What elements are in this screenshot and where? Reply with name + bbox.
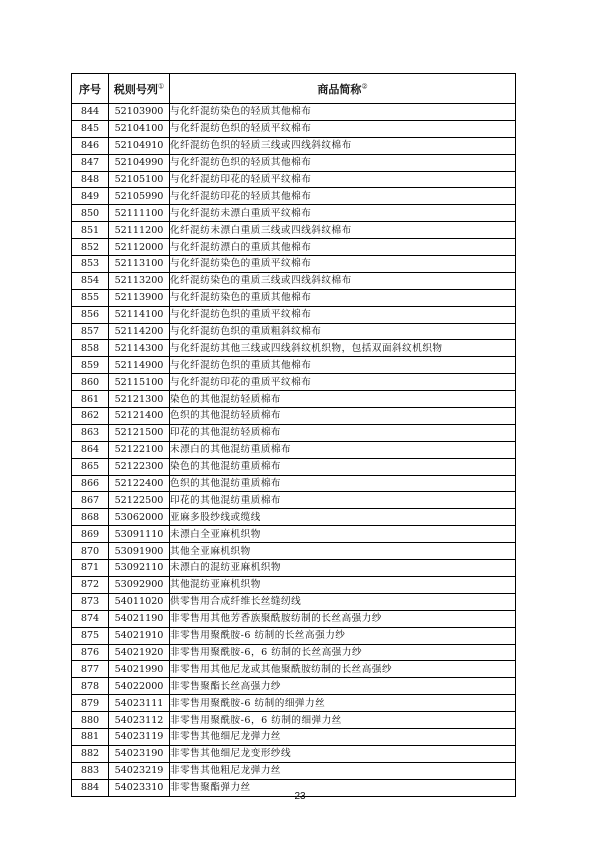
row-product-name: 与化纤混纺印花的轻质其他棉布 [170,188,516,205]
row-product-name: 印花的其他混纺重质棉布 [170,492,516,509]
table-row [72,712,516,729]
tariff-table [71,73,516,797]
row-seq: 883 [72,762,109,779]
footnote-marker-1: ① [157,81,165,90]
row-tariff-code: 53062000 [109,509,170,526]
row-seq: 864 [72,441,109,458]
row-seq: 881 [72,728,109,745]
row-product-name: 印花的其他混纺轻质棉布 [170,424,516,441]
table-row [72,306,516,323]
row-tariff-code: 54023310 [109,779,170,796]
row-seq: 872 [72,576,109,593]
table-header [72,74,516,104]
table-row [72,475,516,492]
row-tariff-code: 52111200 [109,222,170,239]
row-product-name: 染色的其他混纺重质棉布 [170,458,516,475]
row-product-name: 与化纤混纺色织的重质平纹棉布 [170,306,516,323]
header-name-label: 商品简称 [317,82,362,96]
row-tariff-code: 52122400 [109,475,170,492]
row-seq: 854 [72,272,109,289]
table-row [72,391,516,408]
row-seq: 849 [72,188,109,205]
row-product-name: 未漂白全亚麻机织物 [170,526,516,543]
row-product-name: 与化纤混纺色织的轻质平纹棉布 [170,120,516,137]
row-seq: 867 [72,492,109,509]
row-product-name: 其他混纺亚麻机织物 [170,576,516,593]
row-product-name: 与化纤混纺未漂白重质平纹棉布 [170,205,516,222]
table-row [72,576,516,593]
table-row [72,256,516,273]
table-row [72,137,516,154]
table-row [72,272,516,289]
row-tariff-code: 52111100 [109,205,170,222]
row-product-name: 非零售其他细尼龙变形纱线 [170,745,516,762]
row-seq: 856 [72,306,109,323]
row-tariff-code: 54023190 [109,745,170,762]
row-tariff-code: 52121300 [109,391,170,408]
row-product-name: 非零售用其他芳香族聚酰胺纺制的长丝高强力纱 [170,610,516,627]
row-tariff-code: 52114300 [109,340,170,357]
row-seq: 866 [72,475,109,492]
row-tariff-code: 53091110 [109,526,170,543]
row-seq: 870 [72,543,109,560]
table-row [72,678,516,695]
table-row [72,745,516,762]
table-row [72,154,516,171]
row-product-name: 非零售其他细尼龙弹力丝 [170,728,516,745]
header-seq: 序号 [72,74,109,104]
row-tariff-code: 54023111 [109,695,170,712]
table-row [72,340,516,357]
row-product-name: 与化纤混纺印花的重质平纹棉布 [170,374,516,391]
row-tariff-code: 52104910 [109,137,170,154]
row-product-name: 与化纤混纺其他三线或四线斜纹机织物，包括双面斜纹机织物 [170,340,516,357]
row-tariff-code: 52114100 [109,306,170,323]
table-row [72,728,516,745]
row-seq: 871 [72,560,109,577]
row-tariff-code: 53092900 [109,576,170,593]
row-tariff-code: 54023119 [109,728,170,745]
table-row [72,492,516,509]
row-seq: 878 [72,678,109,695]
row-product-name: 供零售用合成纤维长丝缝纫线 [170,593,516,610]
row-product-name: 与化纤混纺色织的重质粗斜纹棉布 [170,323,516,340]
row-seq: 857 [72,323,109,340]
row-seq: 876 [72,644,109,661]
row-seq: 875 [72,627,109,644]
row-tariff-code: 54021910 [109,627,170,644]
table-row [72,441,516,458]
row-product-name: 与化纤混纺染色的轻质其他棉布 [170,104,516,121]
table-row [72,357,516,374]
row-tariff-code: 53091900 [109,543,170,560]
table-row [72,104,516,121]
row-product-name: 与化纤混纺色织的重质其他棉布 [170,357,516,374]
row-tariff-code: 52122500 [109,492,170,509]
row-tariff-code: 52114900 [109,357,170,374]
row-product-name: 非零售用聚酰胺-6，6 纺制的细弹力丝 [170,712,516,729]
row-tariff-code: 52104990 [109,154,170,171]
row-seq: 880 [72,712,109,729]
row-seq: 845 [72,120,109,137]
row-seq: 865 [72,458,109,475]
row-tariff-code: 52121500 [109,424,170,441]
row-tariff-code: 52122300 [109,458,170,475]
table-row [72,695,516,712]
row-seq: 874 [72,610,109,627]
row-product-name: 非零售聚酯长丝高强力纱 [170,678,516,695]
row-product-name: 亚麻多股纱线或缆线 [170,509,516,526]
row-product-name: 与化纤混纺色织的轻质其他棉布 [170,154,516,171]
row-tariff-code: 53092110 [109,560,170,577]
row-product-name: 化纤混纺染色的重质三线或四线斜纹棉布 [170,272,516,289]
row-product-name: 与化纤混纺漂白的重质其他棉布 [170,239,516,256]
row-product-name: 染色的其他混纺轻质棉布 [170,391,516,408]
row-seq: 863 [72,424,109,441]
header-code [109,74,170,104]
row-tariff-code: 52105990 [109,188,170,205]
row-seq: 850 [72,205,109,222]
table-row [72,543,516,560]
footnote-marker-2: ② [361,81,368,90]
table-row [72,627,516,644]
row-tariff-code: 52115100 [109,374,170,391]
row-seq: 882 [72,745,109,762]
table-row [72,408,516,425]
row-tariff-code: 52104100 [109,120,170,137]
row-tariff-code: 54021190 [109,610,170,627]
row-tariff-code: 52113200 [109,272,170,289]
row-product-name: 非零售聚酯弹力丝 [170,779,516,796]
row-seq: 862 [72,408,109,425]
table-row [72,289,516,306]
row-tariff-code: 52114200 [109,323,170,340]
row-product-name: 未漂白的其他混纺重质棉布 [170,441,516,458]
table-row [72,120,516,137]
table-row [72,509,516,526]
row-seq: 877 [72,661,109,678]
table-row [72,424,516,441]
row-seq: 851 [72,222,109,239]
table-row [72,661,516,678]
row-seq: 858 [72,340,109,357]
table-row [72,644,516,661]
table-row [72,205,516,222]
row-product-name: 非零售其他粗尼龙弹力丝 [170,762,516,779]
row-tariff-code: 54011020 [109,593,170,610]
row-product-name: 与化纤混纺染色的重质其他棉布 [170,289,516,306]
row-seq: 848 [72,171,109,188]
row-product-name: 与化纤混纺印花的轻质平纹棉布 [170,171,516,188]
row-seq: 879 [72,695,109,712]
row-tariff-code: 54022000 [109,678,170,695]
row-tariff-code: 52112000 [109,239,170,256]
row-tariff-code: 54023219 [109,762,170,779]
page-number: 23 [294,791,306,802]
row-product-name: 非零售用聚酰胺-6，6 纺制的长丝高强力纱 [170,644,516,661]
table-row [72,762,516,779]
row-product-name: 化纤混纺未漂白重质三线或四线斜纹棉布 [170,222,516,239]
table-row [72,188,516,205]
table-row [72,593,516,610]
row-seq: 853 [72,256,109,273]
row-seq: 873 [72,593,109,610]
row-tariff-code: 54023112 [109,712,170,729]
row-seq: 852 [72,239,109,256]
table-row [72,323,516,340]
header-name [170,74,516,104]
row-seq: 855 [72,289,109,306]
table-row [72,222,516,239]
row-seq: 868 [72,509,109,526]
row-seq: 846 [72,137,109,154]
row-seq: 859 [72,357,109,374]
row-seq: 869 [72,526,109,543]
row-product-name: 非零售用聚酰胺-6 纺制的细弹力丝 [170,695,516,712]
row-product-name: 非零售用聚酰胺-6 纺制的长丝高强力纱 [170,627,516,644]
row-product-name: 色织的其他混纺轻质棉布 [170,408,516,425]
row-product-name: 未漂白的混纺亚麻机织物 [170,560,516,577]
row-seq: 860 [72,374,109,391]
table-row [72,610,516,627]
table-row [72,374,516,391]
table-row [72,239,516,256]
row-product-name: 非零售用其他尼龙或其他聚酰胺纺制的长丝高强纱 [170,661,516,678]
row-product-name: 色织的其他混纺重质棉布 [170,475,516,492]
row-seq: 847 [72,154,109,171]
row-tariff-code: 54021990 [109,661,170,678]
row-tariff-code: 52113100 [109,256,170,273]
row-seq: 861 [72,391,109,408]
header-code-label: 税则号列 [113,82,158,96]
row-tariff-code: 52122100 [109,441,170,458]
row-tariff-code: 52113900 [109,289,170,306]
row-tariff-code: 52121400 [109,408,170,425]
row-tariff-code: 54021920 [109,644,170,661]
row-product-name: 其他全亚麻机织物 [170,543,516,560]
table-row [72,171,516,188]
row-tariff-code: 52103900 [109,104,170,121]
row-product-name: 与化纤混纺染色的重质平纹棉布 [170,256,516,273]
row-seq: 844 [72,104,109,121]
table-row [72,526,516,543]
row-seq: 884 [72,779,109,796]
table-row [72,560,516,577]
table-body [72,104,516,797]
row-product-name: 化纤混纺色织的轻质三线或四线斜纹棉布 [170,137,516,154]
table-row [72,458,516,475]
row-tariff-code: 52105100 [109,171,170,188]
